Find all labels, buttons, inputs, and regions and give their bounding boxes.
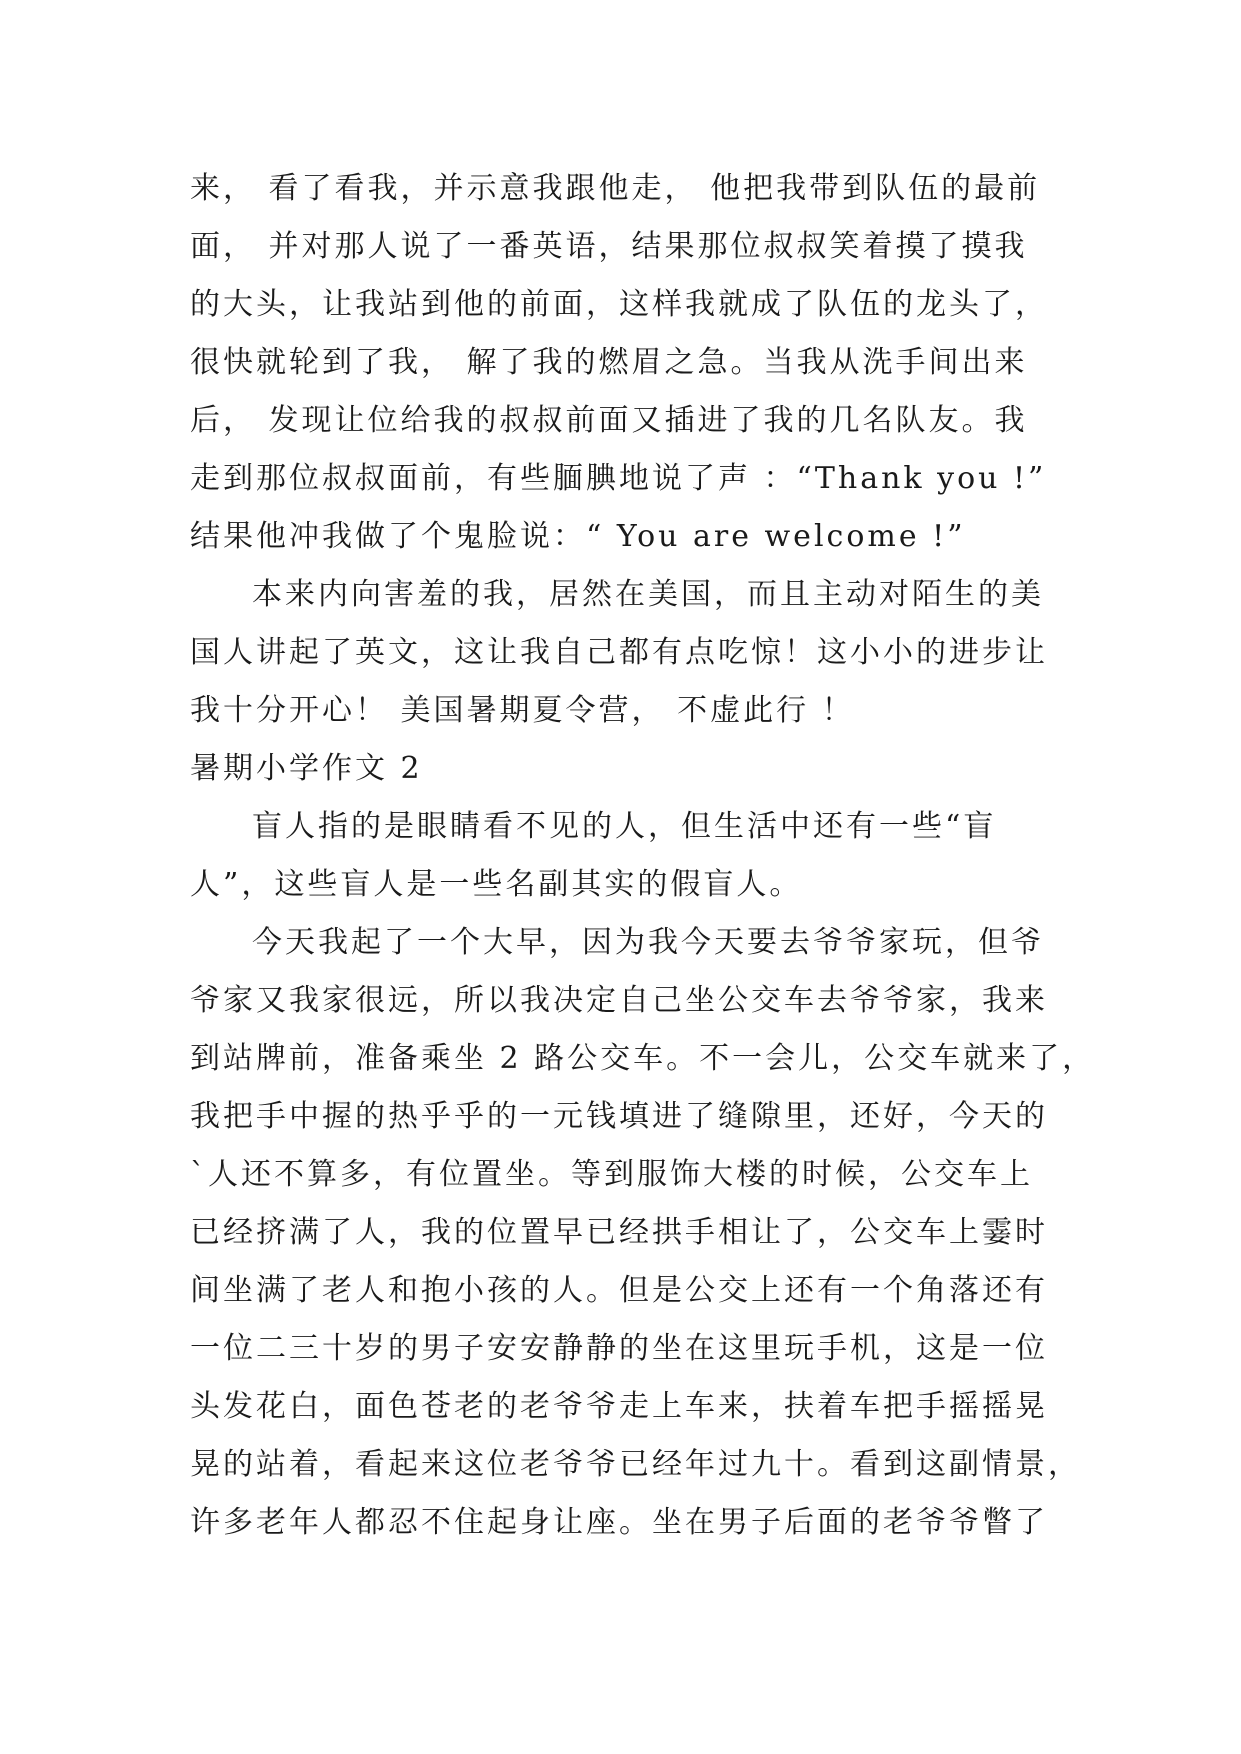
text-line: 本来内向害羞的我，居然在美国，而且主动对陌生的美 (252, 577, 1044, 612)
section-heading (190, 740, 1060, 798)
text-line: 晃的站着，看起来这位老爷爷已经年过九十。看到这副情景， (190, 1447, 1081, 1482)
text-line: 盲人指的是眼睛看不见的人，但生活中还有一些“盲 (252, 809, 997, 844)
text-line: 已经挤满了人，我的位置早已经拱手相让了，公交车上霎时 (190, 1215, 1048, 1250)
text-line: 的大头，让我站到他的前面，这样我就成了队伍的龙头了， (190, 287, 1048, 322)
document-body (190, 160, 1096, 1552)
paragraph-2 (190, 566, 1060, 740)
text-line: 国人讲起了英文，这让我自己都有点吃惊！这小小的进步让 (190, 635, 1048, 670)
text-line: 头发花白，面色苍老的老爷爷走上车来，扶着车把手摇摇晃 (190, 1389, 1048, 1424)
text-line: 爷家又我家很远，所以我决定自己坐公交车去爷爷家，我来 (190, 983, 1048, 1018)
text-line: 很快就轮到了我， 解了我的燃眉之急。当我从洗手间出来 (190, 345, 1028, 380)
text-line: 后， 发现让位给我的叔叔前面又插进了我的几名队友。我 (190, 403, 1028, 438)
text-line: 到站牌前，准备乘坐 2 路公交车。不一会儿，公交车就来了， (190, 1041, 1096, 1076)
text-line: 人”，这些盲人是一些名副其实的假盲人。 (190, 867, 803, 902)
text-line: `人还不算多，有位置坐。等到服饰大楼的时候，公交车上 (190, 1157, 1033, 1192)
paragraph-3 (190, 798, 1060, 914)
text-line: 间坐满了老人和抱小孩的人。但是公交上还有一个角落还有 (190, 1273, 1048, 1308)
text-line: 我把手中握的热乎乎的一元钱填进了缝隙里，还好，今天的 (190, 1099, 1048, 1134)
text-line: 来， 看了看我，并示意我跟他走， 他把我带到队伍的最前 (190, 171, 1041, 206)
text-line: 面， 并对那人说了一番英语，结果那位叔叔笑着摸了摸我 (190, 229, 1028, 264)
text-line: 今天我起了一个大早，因为我今天要去爷爷家玩，但爷 (252, 925, 1044, 960)
text-line: 许多老年人都忍不住起身让座。坐在男子后面的老爷爷瞥了 (190, 1505, 1048, 1540)
heading-text: 暑期小学作文 2 (190, 751, 423, 786)
text-line: 走到那位叔叔面前，有些腼腆地说了声 ：“Thank you !” (190, 461, 1047, 496)
text-line: 我十分开心！ 美国暑期夏令营， 不虚此行 ！ (190, 693, 855, 728)
text-line: 一位二三十岁的男子安安静静的坐在这里玩手机，这是一位 (190, 1331, 1048, 1366)
text-line: 结果他冲我做了个鬼脸说：“ You are welcome !” (190, 519, 966, 554)
paragraph-1 (190, 160, 1060, 566)
paragraph-4 (190, 914, 1096, 1552)
